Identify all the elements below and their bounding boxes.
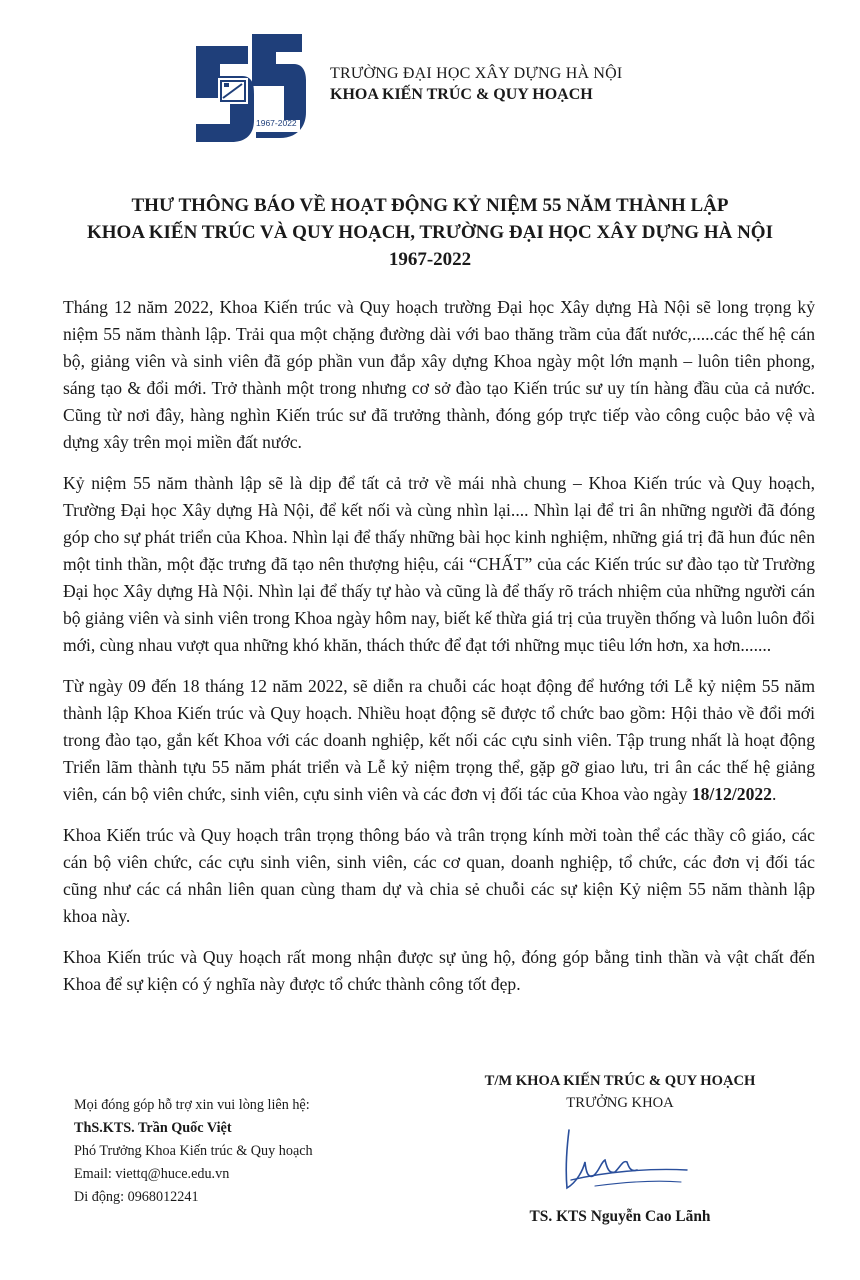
paragraph-3 bbox=[63, 673, 815, 808]
letterhead bbox=[190, 28, 710, 148]
contact-block bbox=[74, 1094, 414, 1209]
organization-name bbox=[330, 64, 730, 106]
signature-block bbox=[450, 1070, 790, 1225]
paragraph-1: Tháng 12 năm 2022, Khoa Kiến trúc và Quy hoạch trường Đại học Xây dựng Hà Nội sẽ long trọng kỷ niệm 55 năm thành lập. Trải qua một chặng đường dài với bao thăng trầm của đất nước,.....các thế hệ cán bộ, giảng viên và sinh viên đã góp phần vun đắp xây dựng Khoa ngày một lớn mạnh – luôn tiên phong, sáng tạo & đổi mới. Trở thành một trong nhưng cơ sở đào tạo Kiến trúc sư uy tín hàng đầu của cả nước. Cũng từ nơi đây, hàng nghìn Kiến trúc sư đã trưởng thành, đóng góp trực tiếp vào công cuộc bảo vệ và dựng xây trên mọi miền đất nước. bbox=[63, 297, 815, 452]
title-line-3: 1967-2022 bbox=[388, 249, 472, 270]
paragraph-3-end: . bbox=[771, 784, 777, 804]
signature-role: TRƯỞNG KHOA bbox=[566, 1095, 674, 1111]
event-date: 18/12/2022 bbox=[691, 784, 772, 804]
handwritten-signature bbox=[555, 1122, 695, 1202]
title-line-1: THƯ THÔNG BÁO VỀ HOẠT ĐỘNG KỶ NIỆM 55 NĂM THÀNH LẬP bbox=[131, 195, 729, 216]
letter-body bbox=[63, 294, 815, 1012]
contact-position: Phó Trưởng Khoa Kiến trúc & Quy hoạch bbox=[74, 1143, 313, 1159]
anniversary-logo bbox=[190, 28, 308, 146]
paragraph-5: Khoa Kiến trúc và Quy hoạch rất mong nhận được sự ủng hộ, đóng góp bằng tinh thần và vật chất đến Khoa để sự kiện có ý nghĩa này được tổ chức thành công tốt đẹp. bbox=[63, 947, 815, 994]
contact-email: Email: viettq@huce.edu.vn bbox=[74, 1166, 230, 1182]
logo-years: 1967-2022 bbox=[256, 118, 297, 128]
contact-name: ThS.KTS. Trần Quốc Việt bbox=[74, 1120, 232, 1136]
signature-org: T/M KHOA KIẾN TRÚC & QUY HOẠCH bbox=[484, 1073, 756, 1089]
university-name: TRƯỜNG ĐẠI HỌC XÂY DỰNG HÀ NỘI bbox=[330, 65, 623, 82]
signer-name: TS. KTS Nguyễn Cao Lãnh bbox=[529, 1208, 711, 1225]
contact-intro: Mọi đóng góp hỗ trợ xin vui lòng liên hệ: bbox=[74, 1097, 310, 1113]
faculty-name: KHOA KIẾN TRÚC & QUY HOẠCH bbox=[330, 86, 593, 103]
paragraph-3-text: Từ ngày 09 đến 18 tháng 12 năm 2022, sẽ diễn ra chuỗi các hoạt động để hướng tới Lễ kỷ niệm 55 năm thành lập Khoa Kiến trúc và Quy hoạch. Nhiều hoạt động sẽ được tổ chức bao gồm: Hội thảo về đổi mới trong đào tạo, gắn kết Khoa với các doanh nghiệp, kết nối các cựu sinh viên. Tập trung nhất là hoạt động Triển lãm thành tựu 55 năm phát triển và Lễ kỷ niệm trọng thể, gặp gỡ giao lưu, tri ân các thế hệ giảng viên, cán bộ viên chức, sinh viên, cựu sinh viên và các đơn vị đối tác của Khoa vào ngày bbox=[63, 676, 815, 804]
paragraph-2: Kỷ niệm 55 năm thành lập sẽ là dịp để tất cả trở về mái nhà chung – Khoa Kiến trúc và Quy hoạch, Trường Đại học Xây dựng Hà Nội, để kết nối và cùng nhìn lại.... Nhìn lại để tri ân những người đã đóng góp cho sự phát triển của Khoa. Nhìn lại để thấy những bài học kinh nghiệm, những giá trị đã hun đúc nên một tinh thần, một đặc trưng đã tạo nên thượng hiệu, cái “CHẤT” của các Kiến trúc sư đào tạo từ Trường Đại học Xây dựng Hà Nội. Nhìn lại để thấy tự hào và cũng là để thấy rõ trách nhiệm của những người cán bộ giảng viên và sinh viên trong Khoa ngày hôm nay, biết kế thừa giá trị của truyền thống và luôn luôn đổi mới, cùng nhau vượt qua những khó khăn, thách thức để đạt tới những mục tiêu lớn hơn, xa hơn....... bbox=[63, 473, 815, 655]
contact-phone: Di động: 0968012241 bbox=[74, 1189, 199, 1205]
paragraph-4: Khoa Kiến trúc và Quy hoạch trân trọng thông báo và trân trọng kính mời toàn thể các thầy cô giáo, các cán bộ viên chức, các cựu sinh viên, sinh viên, các cơ quan, doanh nghiệp, tổ chức, các đơn vị đối tác cũng như các cá nhân liên quan cùng tham dự và chia sẻ chuỗi các sự kiện Kỷ niệm 55 năm thành lập khoa này. bbox=[63, 825, 815, 926]
document-title bbox=[40, 192, 820, 273]
title-line-2: KHOA KIẾN TRÚC VÀ QUY HOẠCH, TRƯỜNG ĐẠI HỌC XÂY DỰNG HÀ NỘI bbox=[87, 222, 773, 243]
